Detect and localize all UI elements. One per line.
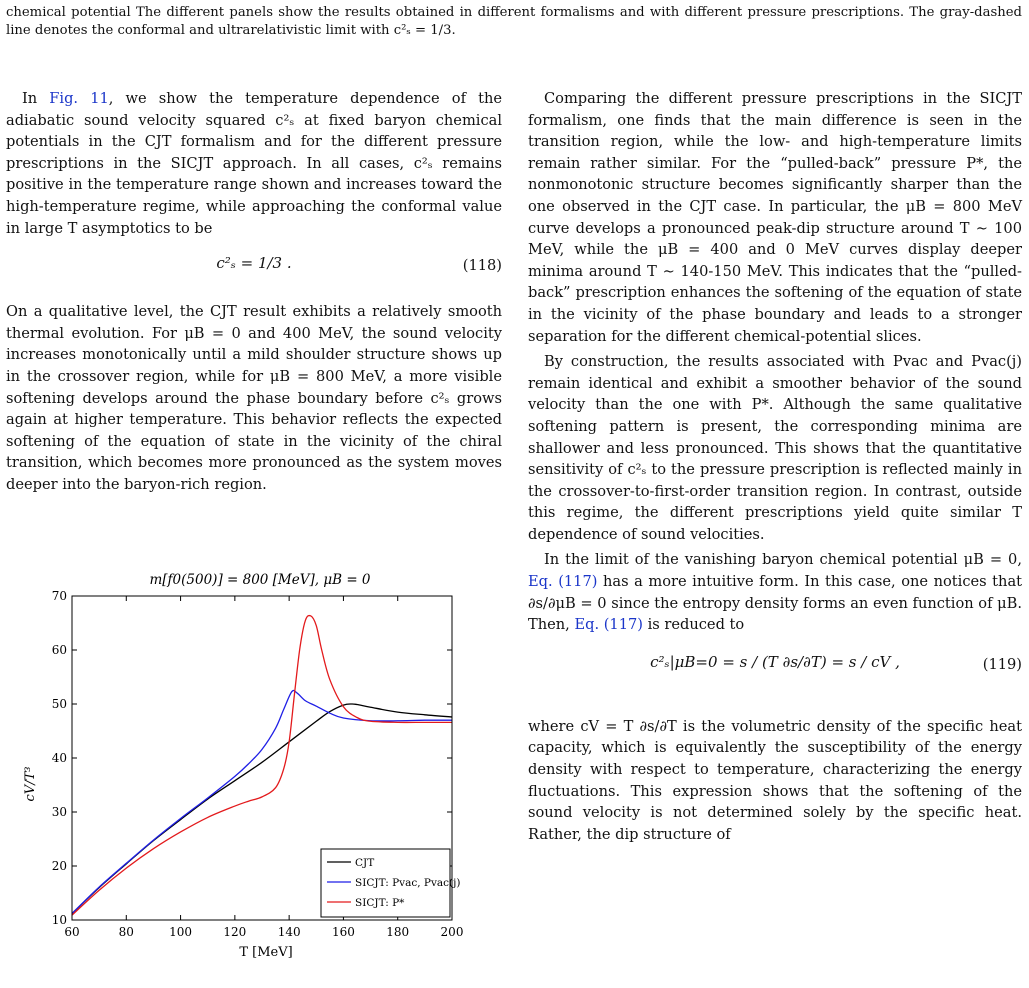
- text-span: In the limit of the vanishing baryon chemical potential μB = 0,: [544, 551, 1022, 569]
- equation-118: [6, 243, 502, 295]
- text-span: has a more intuitive form. In this case, one notices that ∂s/∂μB = 0 since the entropy density forms an even function of μB. Then,: [528, 573, 1023, 634]
- paragraph: where cV = T ∂s/∂T is the volumetric density of the specific heat capacity, which is equivalently the susceptibility of the energy density with respect to temperature, characterizing the energy fluctuations. This expression shows that the softening of the sound velocity is not determined solely by the specific heat. Rather, the dip structure of: [528, 717, 1022, 843]
- equation-link[interactable]: Eq. (117): [528, 573, 598, 591]
- x-tick-label: 120: [223, 925, 247, 939]
- paragraph: [528, 549, 1022, 635]
- y-tick-label: 40: [51, 751, 67, 765]
- y-tick-label: 50: [51, 697, 67, 711]
- x-tick-label: 160: [331, 925, 355, 939]
- y-tick-label: 30: [51, 805, 67, 819]
- y-tick-label: 60: [51, 643, 67, 657]
- paragraph: By construction, the results associated with Pvac and Pvac(j) remain identical and exhibit a smoother behavior of the sound velocity than the one with P*. Although the same qualitative softening pattern is present, the corresponding minima are shallower and less pronounced. This shows that the quantitative sensitivity of c²ₛ to the pressure prescription is reflected mainly in the crossover-to-first-order transition region. In contrast, outside this regime, the different prescriptions yield quite similar T dependence of sound velocities.: [528, 353, 1022, 543]
- text-span: , we show the temperature dependence of the adiabatic sound velocity squared c²ₛ at fixed baryon chemical potentials in the CJT formalism and for the different pressure prescriptions in the SICJT approach. In all cases, c²ₛ remains positive in the temperature range shown and increases toward the high-temperature regime, while approaching the conformal value in large T asymptotics to be: [6, 90, 503, 237]
- x-axis-label: T [MeV]: [239, 945, 293, 960]
- chart-title: m[f0(500)] = 800 [MeV], μB = 0: [149, 572, 371, 588]
- legend-label: CJT: [355, 857, 375, 869]
- y-tick-label: 20: [51, 859, 67, 873]
- equation-link[interactable]: Eq. (117): [574, 616, 643, 634]
- legend: [321, 849, 461, 917]
- equation-body: c²ₛ = 1/3 .: [216, 254, 292, 273]
- x-tick-label: 140: [277, 925, 301, 939]
- x-tick-label: 80: [118, 925, 134, 939]
- x-tick-label: 60: [64, 925, 80, 939]
- legend-label: SICJT: Pvac, Pvac(j): [355, 877, 461, 889]
- figure-caption: chemical potential The different panels show the results obtained in different formalisms and with different pressure prescriptions. The gray-dashed line denotes the conformal and ultrarelativistic limit with c²ₛ = 1/3.: [6, 5, 1022, 38]
- equation-119: [528, 642, 1022, 702]
- equation-number: (119): [982, 655, 1022, 673]
- paragraph: On a qualitative level, the CJT result exhibits a relatively smooth thermal evolution. For μB = 0 and 400 MeV, the sound velocity increases monotonically until a mild shoulder structure shows up in the crossover region, while for μB = 800 MeV, a more visible softening develops around the phase boundary before c²ₛ grows again at higher temperature. This behavior reflects the expected softening of the equation of state in the vicinity of the chiral transition, which becomes more pronounced as the system moves deeper into the baryon-rich region.: [6, 303, 502, 493]
- left-column: [6, 88, 502, 500]
- line-chart: [10, 566, 490, 966]
- y-tick-label: 70: [51, 589, 67, 603]
- x-tick-label: 180: [386, 925, 410, 939]
- figure-link[interactable]: Fig. 11: [49, 90, 109, 107]
- y-tick-label: 10: [51, 913, 67, 927]
- paragraph: [6, 88, 502, 239]
- text-span: In: [22, 90, 50, 107]
- paragraph: Comparing the different pressure prescriptions in the SICJT formalism, one finds that the main difference is seen in the transition region, while the low- and high-temperature limits remain rather similar. For the “pulled-back” pressure P*, the nonmonotonic structure becomes significantly sharper than the one observed in the CJT case. In particular, the μB = 800 MeV curve develops a pronounced peak-dip structure around T ∼ 100 MeV, while the μB = 400 and 0 MeV curves display deeper minima around T ∼ 140-150 MeV. This indicates that the “pulled-back” prescription enhances the softening of the equation of state in the vicinity of the phase boundary and leads to a stronger separation for the different chemical-potential slices.: [528, 90, 1022, 345]
- y-axis-label: cV/T³: [23, 766, 38, 802]
- x-tick-label: 100: [169, 925, 193, 939]
- x-tick-label: 200: [440, 925, 464, 939]
- legend-label: SICJT: P*: [355, 897, 405, 909]
- equation-number: (118): [462, 257, 502, 275]
- figure: [10, 566, 490, 966]
- equation-body: c²ₛ|μB=0 = s / (T ∂s/∂T) = s / cV ,: [650, 652, 900, 671]
- right-column: [528, 88, 1022, 849]
- text-span: is reduced to: [642, 616, 745, 634]
